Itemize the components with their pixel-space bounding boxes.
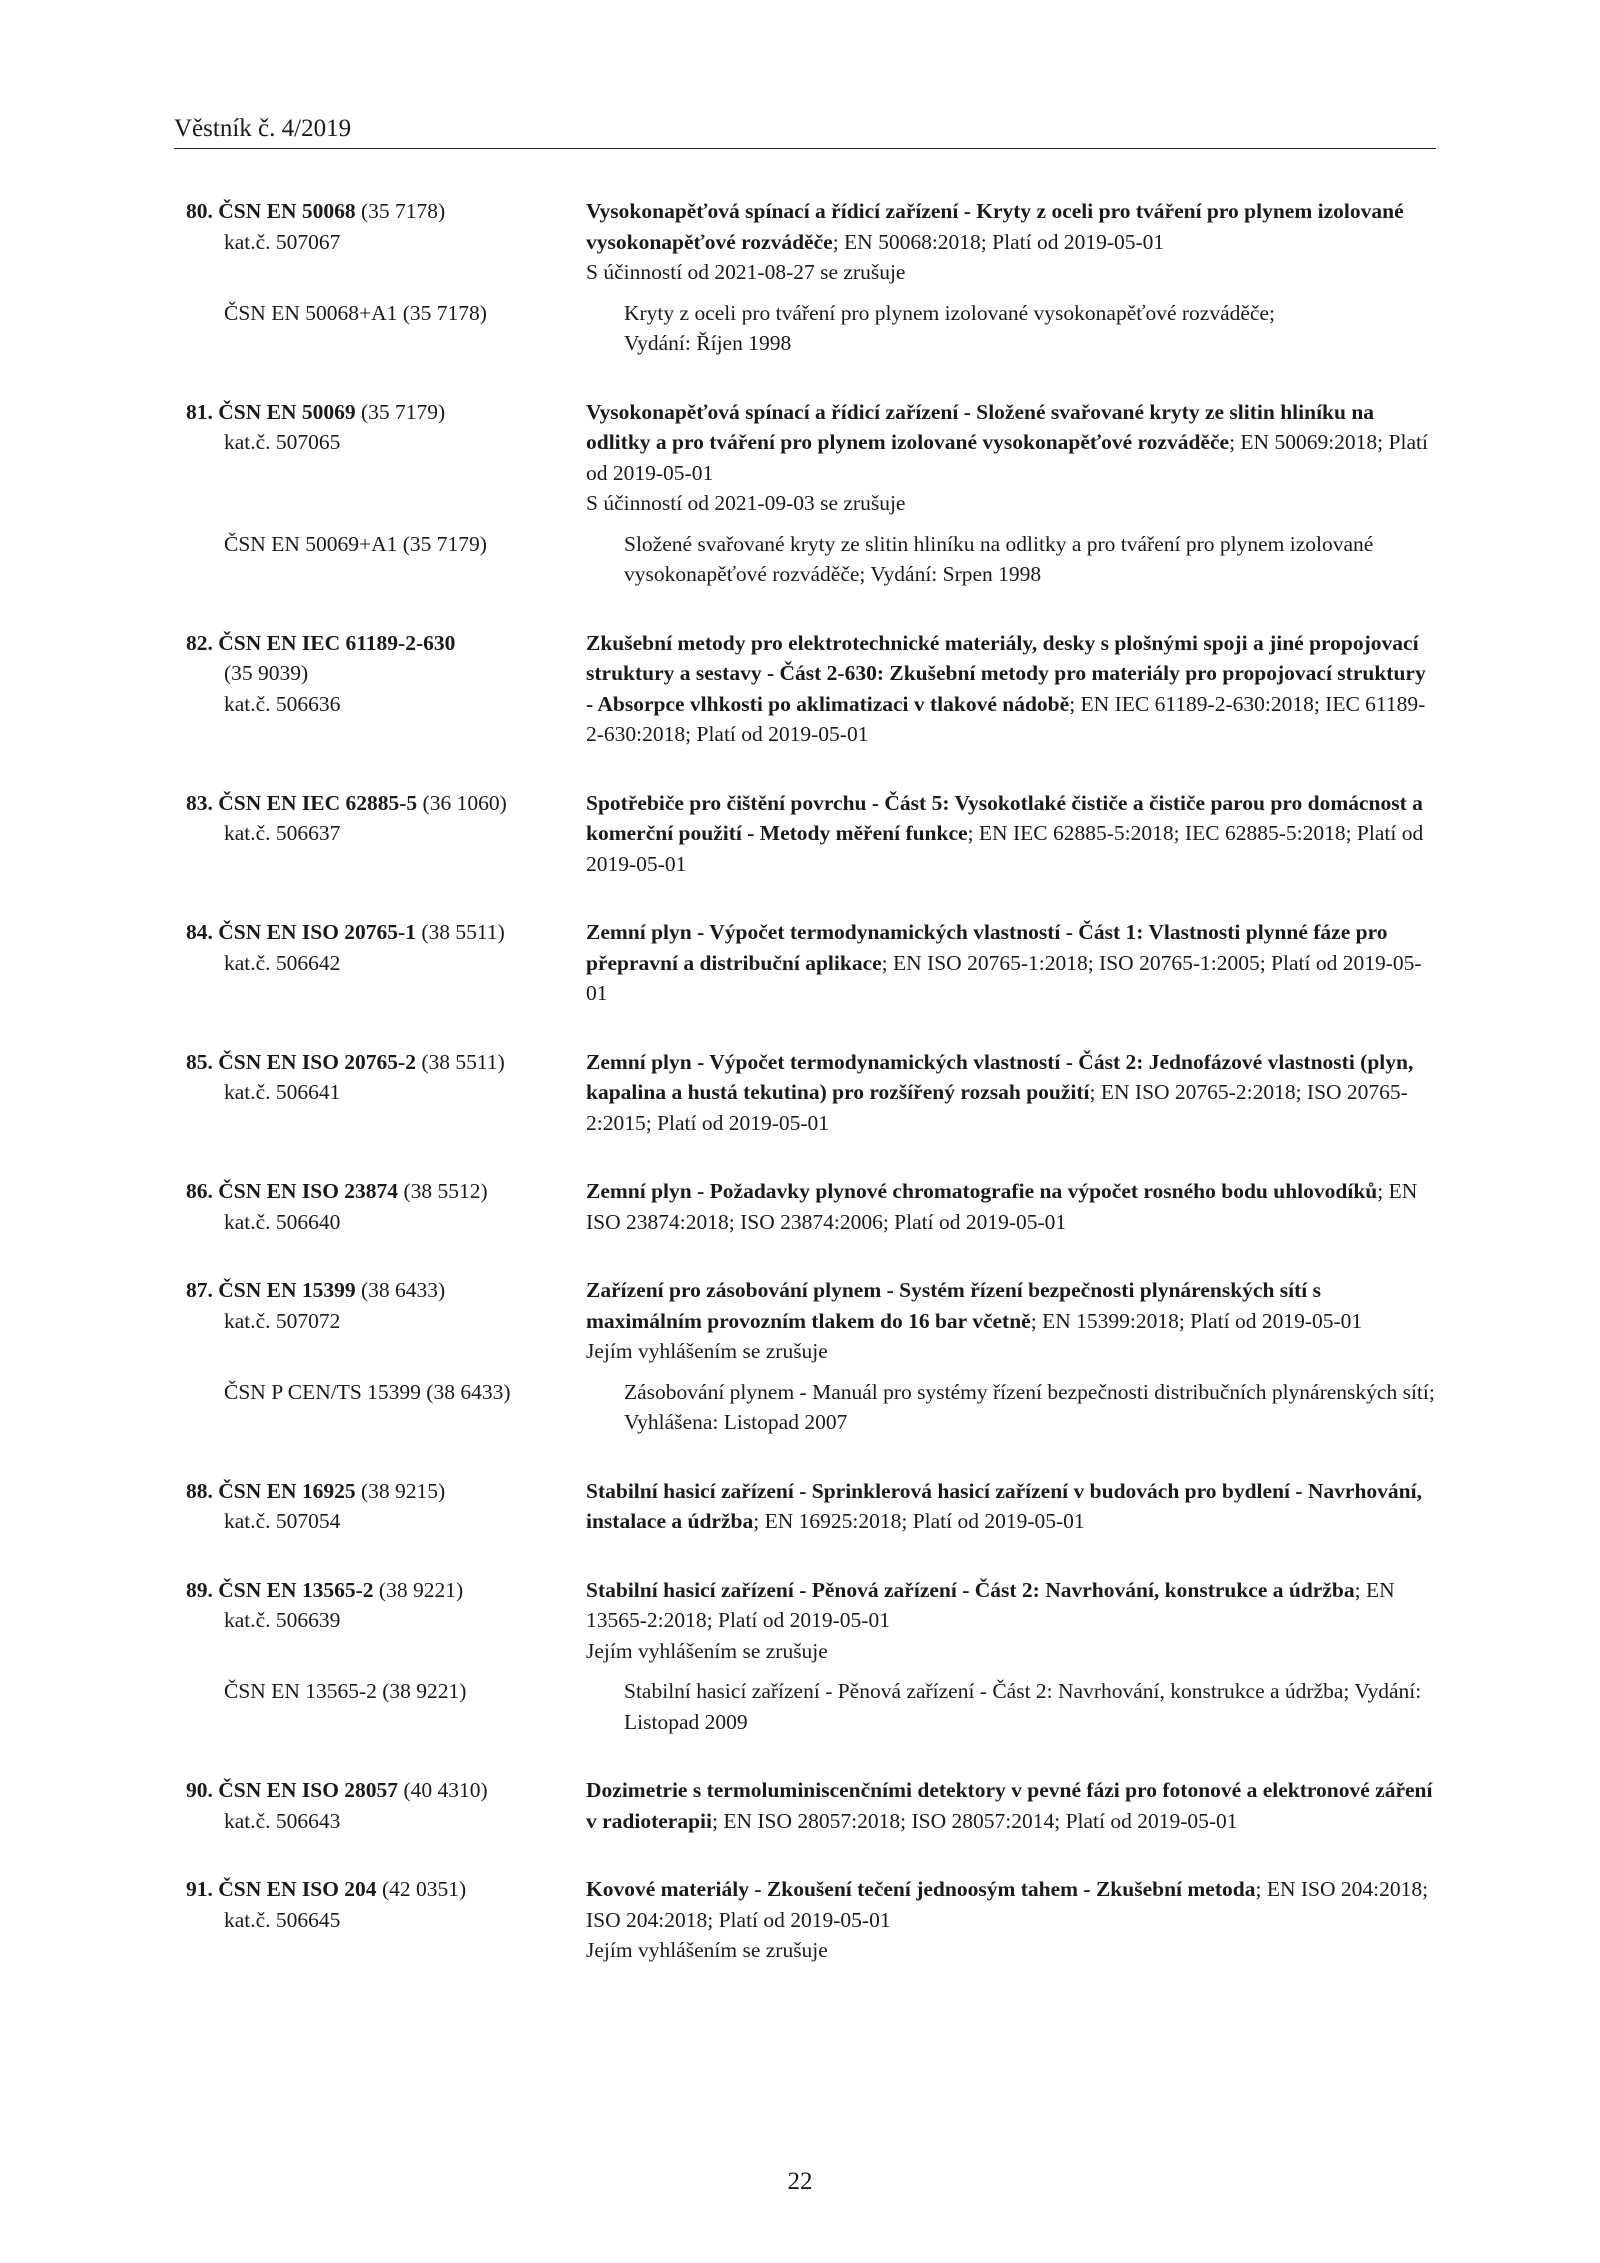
standard-designation: ČSN EN ISO 23874	[218, 1179, 399, 1203]
standard-description	[586, 628, 1436, 750]
standard-info: ; EN ISO 28057:2018; ISO 28057:2014; Platí od 2019-05-01	[712, 1808, 1238, 1833]
classification-code: (35 9039)	[224, 661, 309, 685]
replaced-description	[624, 1676, 1436, 1737]
standard-description	[586, 1575, 1436, 1636]
standard-description	[586, 788, 1436, 880]
standard-entry	[186, 397, 1436, 590]
standard-entry	[186, 1874, 1436, 1966]
standard-entry	[186, 788, 1436, 880]
entry-description-column	[586, 1575, 1436, 1667]
standard-designation: ČSN EN ISO 28057	[218, 1778, 399, 1802]
entry-number: 91.	[186, 1877, 213, 1901]
standard-title: Kovové materiály - Zkoušení tečení jednoosým tahem - Zkušební metoda	[586, 1877, 1256, 1901]
standard-info: ; EN ISO 204:2018; ISO 204:2018; Platí od 2019-05-01	[586, 1877, 1429, 1932]
standard-title: Dozimetrie s termoluminiscenčními detektory v pevné fázi pro fotonové a elektronové záření v radioterapii	[586, 1778, 1433, 1833]
entry-description-column	[586, 917, 1436, 1009]
standard-designation: ČSN EN IEC 61189-2-630	[218, 630, 456, 655]
entry-number: 81.	[186, 399, 213, 424]
entry-description-column	[586, 1047, 1436, 1139]
entry-row	[186, 397, 1436, 519]
entry-description-column	[586, 1275, 1436, 1367]
standard-entry	[186, 1476, 1436, 1537]
replaced-standard-row	[186, 1377, 1436, 1438]
standard-designation: ČSN EN ISO 20765-2	[218, 1049, 416, 1074]
standard-title: Zemní plyn - Požadavky plynové chromatografie na výpočet rosného bodu uhlovodíků	[586, 1179, 1378, 1203]
entry-number: 82.	[186, 630, 213, 655]
entry-description-column	[586, 1775, 1436, 1836]
standard-title: Vysokonapěťová spínací a řídicí zařízení - Kryty z oceli pro tváření pro plynem izolované vysokonapěťové rozváděče	[586, 199, 1404, 254]
entry-number: 84.	[186, 920, 213, 944]
withdrawal-note: S účinností od 2021-08-27 se zrušuje	[586, 260, 906, 284]
entry-row	[186, 917, 1436, 1009]
classification-code: (36 1060)	[417, 790, 507, 815]
standard-info: ; EN 50069:2018; Platí od 2019-05-01	[586, 430, 1428, 485]
withdrawal-note: Jejím vyhlášením se zrušuje	[586, 1938, 828, 1962]
entry-designation-column	[186, 1176, 586, 1237]
page-number: 22	[787, 2168, 813, 2195]
standard-description	[586, 917, 1436, 1009]
replaced-description	[624, 529, 1436, 590]
withdrawal-note: S účinností od 2021-09-03 se zrušuje	[586, 491, 906, 515]
standard-entry	[186, 1775, 1436, 1836]
entry-designation-column	[186, 1775, 586, 1836]
catalog-number: kat.č. 506639	[224, 1608, 341, 1632]
entry-designation-column	[186, 1874, 586, 1966]
standard-entry	[186, 1176, 1436, 1237]
replaced-description	[624, 298, 1436, 359]
entry-number: 90.	[186, 1778, 213, 1802]
page-header	[174, 112, 1436, 149]
standard-entry	[186, 1275, 1436, 1438]
standard-designation: ČSN EN 50069	[218, 399, 356, 424]
entry-number: 87.	[186, 1278, 213, 1302]
entry-row	[186, 1275, 1436, 1367]
catalog-number: kat.č. 507054	[224, 1509, 341, 1533]
replaced-description-line: Stabilní hasicí zařízení - Pěnová zařízení - Část 2: Navrhování, konstrukce a údržba; Vydání: Listopad 2009	[624, 1679, 1422, 1734]
standard-info: ; EN 15399:2018; Platí od 2019-05-01	[1030, 1308, 1363, 1333]
standard-entry	[186, 628, 1436, 750]
designation-line	[186, 196, 586, 227]
standard-info: ; EN IEC 62885-5:2018; IEC 62885-5:2018; Platí od 2019-05-01	[586, 821, 1424, 876]
catalog-number: kat.č. 507072	[224, 1308, 341, 1333]
catalog-number: kat.č. 506636	[224, 691, 341, 716]
standard-info: ; EN 16925:2018; Platí od 2019-05-01	[753, 1509, 1085, 1533]
catalog-number: kat.č. 506640	[224, 1209, 341, 1234]
standards-list	[186, 196, 1436, 2004]
entry-row	[186, 1476, 1436, 1537]
classification-code: (38 6433)	[355, 1278, 446, 1302]
designation-line	[186, 397, 586, 428]
standard-designation: ČSN EN 16925	[218, 1478, 356, 1503]
classification-code: (38 5512)	[398, 1179, 488, 1203]
replaced-designation: ČSN EN 50069+A1 (35 7179)	[224, 531, 487, 556]
entry-description-column	[586, 1176, 1436, 1237]
entry-designation-column	[186, 788, 586, 880]
entry-description-column	[586, 196, 1436, 288]
standard-title: Stabilní hasicí zařízení - Sprinklerová hasicí zařízení v budovách pro bydlení - Navrhování, instalace a údržba	[586, 1478, 1422, 1533]
entry-row	[186, 628, 1436, 750]
classification-code: (38 5511)	[415, 920, 505, 944]
catalog-number: kat.č. 506642	[224, 950, 341, 975]
entry-number: 89.	[186, 1577, 213, 1602]
standard-description	[586, 397, 1436, 489]
standard-description	[586, 1176, 1436, 1237]
entry-designation-column	[186, 1575, 586, 1667]
entry-description-column	[586, 1476, 1436, 1537]
standard-description	[586, 1476, 1436, 1537]
header-text: Věstník č. 4/2019	[174, 115, 352, 142]
standard-designation: ČSN EN ISO 204	[218, 1877, 377, 1901]
standard-title: Zemní plyn - Výpočet termodynamických vlastností - Část 2: Jednofázové vlastnosti (plyn, kapalina a hustá tekutina) pro rozšířený rozsah použití	[586, 1049, 1414, 1104]
standard-description	[586, 1874, 1436, 1935]
catalog-number: kat.č. 507067	[224, 229, 341, 254]
standard-info: ; EN ISO 20765-1:2018; ISO 20765-1:2005; Platí od 2019-05-01	[586, 950, 1422, 1005]
replaced-designation: ČSN P CEN/TS 15399 (38 6433)	[224, 1379, 511, 1404]
entry-number: 80.	[186, 199, 213, 223]
replaced-description-line: Zásobování plynem - Manuál pro systémy řízení bezpečnosti distribučních plynárenských sítí; Vyhlášena: Listopad 2007	[624, 1379, 1435, 1434]
designation-line	[186, 628, 586, 659]
entry-designation-column	[186, 196, 586, 288]
entry-row	[186, 196, 1436, 288]
entry-designation-column	[186, 1275, 586, 1367]
entry-number: 86.	[186, 1179, 213, 1203]
standard-designation: ČSN EN 50068	[218, 199, 356, 223]
entry-number: 88.	[186, 1478, 213, 1503]
standard-title: Spotřebiče pro čištění povrchu - Část 5: Vysokotlaké čističe a čističe parou pro domácnost a komerční použití - Metody měření funkce	[586, 790, 1423, 845]
designation-line	[186, 1176, 586, 1207]
standard-description	[586, 1275, 1436, 1336]
standard-info: ; EN ISO 23874:2018; ISO 23874:2006; Platí od 2019-05-01	[586, 1179, 1418, 1234]
standard-designation: ČSN EN 13565-2	[218, 1577, 374, 1602]
standard-title: Stabilní hasicí zařízení - Pěnová zařízení - Část 2: Navrhování, konstrukce a údržba	[586, 1577, 1355, 1602]
standard-designation: ČSN EN IEC 62885-5	[218, 790, 418, 815]
designation-line	[186, 1476, 586, 1507]
replaced-standard-row	[186, 529, 1436, 590]
entry-row	[186, 788, 1436, 880]
standard-info: ; EN IEC 61189-2-630:2018; IEC 61189-2-630:2018; Platí od 2019-05-01	[586, 691, 1426, 746]
standard-title: Zařízení pro zásobování plynem - Systém řízení bezpečnosti plynárenských sítí s maximálním provozním tlakem do 16 bar včetně	[586, 1278, 1321, 1333]
entry-designation-column	[186, 1047, 586, 1139]
designation-line	[186, 1047, 586, 1078]
catalog-number: kat.č. 507065	[224, 430, 341, 454]
standard-designation: ČSN EN 15399	[218, 1278, 356, 1302]
replaced-description-line: Složené svařované kryty ze slitin hliníku na odlitky a pro tváření pro plynem izolované vysokonapěťové rozváděče; Vydání: Srpen 1998	[624, 531, 1374, 586]
catalog-number: kat.č. 506641	[224, 1080, 341, 1104]
designation-line	[186, 788, 586, 819]
classification-code: (35 7178)	[355, 199, 446, 223]
replaced-standard-row	[186, 1676, 1436, 1737]
classification-code: (42 0351)	[376, 1877, 467, 1901]
classification-code: (35 7179)	[355, 399, 446, 424]
catalog-number: kat.č. 506637	[224, 821, 341, 845]
classification-code: (38 9221)	[373, 1577, 464, 1602]
standard-title: Zkušební metody pro elektrotechnické materiály, desky s plošnými spoji a jiné propojovací struktury a sestavy - Část 2-630: Zkušební metody pro materiály pro propojovací struktury - Absorpce vlhkosti po aklimatizaci v tlakové nádobě	[586, 630, 1426, 716]
standard-title: Vysokonapěťová spínací a řídicí zařízení - Složené svařované kryty ze slitin hliníku na odlitky a pro tváření pro plynem izolované vysokonapěťové rozváděče	[586, 399, 1375, 454]
entry-number: 83.	[186, 790, 213, 815]
entry-description-column	[586, 788, 1436, 880]
entry-designation-column	[186, 1476, 586, 1537]
withdrawal-note: Jejím vyhlášením se zrušuje	[586, 1638, 828, 1663]
standard-entry	[186, 1047, 1436, 1139]
withdrawal-note: Jejím vyhlášením se zrušuje	[586, 1339, 828, 1363]
standard-description	[586, 1047, 1436, 1139]
replaced-standard-row	[186, 298, 1436, 359]
entry-designation-column	[186, 917, 586, 1009]
standard-title: Zemní plyn - Výpočet termodynamických vlastností - Část 1: Vlastnosti plynné fáze pro přepravní a distribuční aplikace	[586, 920, 1388, 975]
designation-line	[186, 917, 586, 948]
designation-line	[186, 1275, 586, 1306]
classification-code: (38 9215)	[355, 1478, 446, 1503]
entry-row	[186, 1047, 1436, 1139]
standard-designation: ČSN EN ISO 20765-1	[218, 920, 416, 944]
designation-line	[186, 1575, 586, 1606]
catalog-number: kat.č. 506645	[224, 1907, 341, 1932]
replaced-description	[624, 1377, 1436, 1438]
replaced-description-line: Kryty z oceli pro tváření pro plynem izolované vysokonapěťové rozváděče;	[624, 300, 1275, 325]
standard-info: ; EN 50068:2018; Platí od 2019-05-01	[832, 229, 1165, 254]
standard-entry	[186, 196, 1436, 359]
standard-description	[586, 1775, 1436, 1836]
designation-line	[186, 1874, 586, 1905]
standard-entry	[186, 917, 1436, 1009]
entry-row	[186, 1874, 1436, 1966]
replaced-description-line: Vydání: Říjen 1998	[624, 331, 792, 355]
standard-description	[586, 196, 1436, 257]
entry-designation-column	[186, 628, 586, 750]
entry-number: 85.	[186, 1049, 213, 1074]
entry-row	[186, 1176, 1436, 1237]
standard-entry	[186, 1575, 1436, 1738]
catalog-number: kat.č. 506643	[224, 1808, 341, 1833]
designation-line	[186, 1775, 586, 1806]
replaced-designation: ČSN EN 50068+A1 (35 7178)	[224, 300, 487, 325]
standard-info: ; EN 13565-2:2018; Platí od 2019-05-01	[586, 1577, 1395, 1632]
classification-code: (40 4310)	[398, 1778, 488, 1802]
classification-code: (38 5511)	[415, 1049, 505, 1074]
entry-description-column	[586, 628, 1436, 750]
entry-description-column	[586, 1874, 1436, 1966]
replaced-designation: ČSN EN 13565-2 (38 9221)	[224, 1679, 467, 1703]
entry-designation-column	[186, 397, 586, 519]
standard-info: ; EN ISO 20765-2:2018; ISO 20765-2:2015; Platí od 2019-05-01	[586, 1080, 1408, 1135]
entry-row	[186, 1575, 1436, 1667]
entry-description-column	[586, 397, 1436, 519]
entry-row	[186, 1775, 1436, 1836]
